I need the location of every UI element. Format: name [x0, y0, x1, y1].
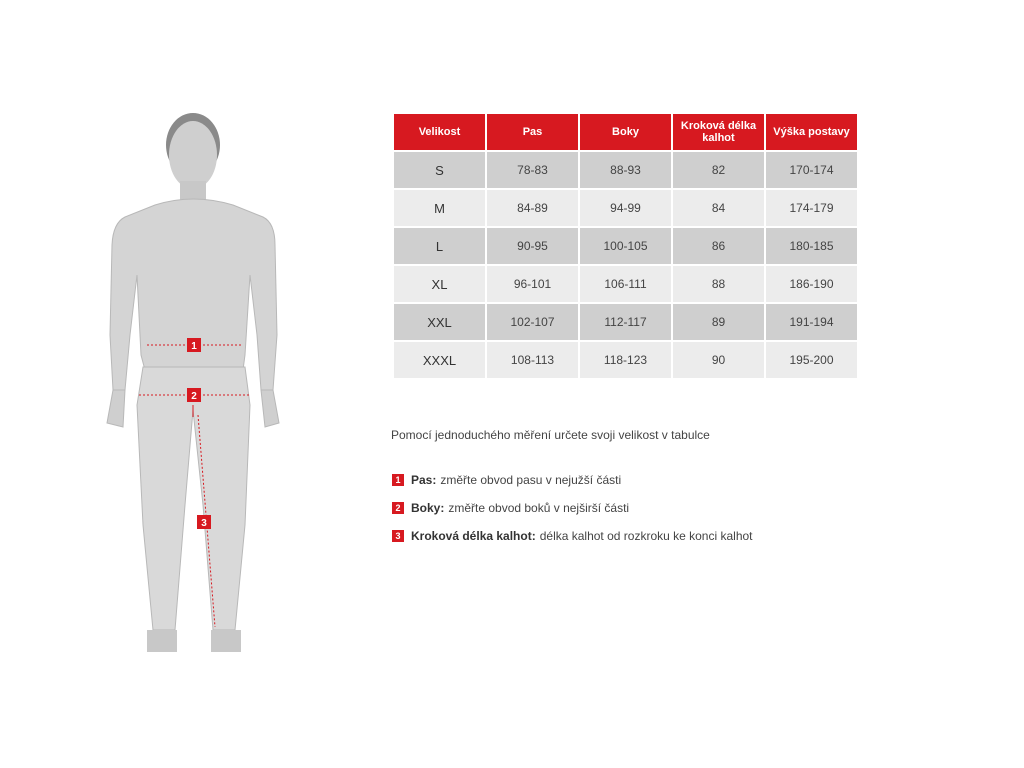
size-cell: XXXL: [394, 342, 485, 378]
marker-3: 3: [201, 518, 207, 529]
hips-cell: 112-117: [580, 304, 671, 340]
table-row: [394, 304, 857, 340]
table-header-row: [394, 114, 857, 150]
legend-text: změřte obvod boků v nejširší části: [448, 501, 630, 515]
hips-cell: 100-105: [580, 228, 671, 264]
legend-item-waist: [392, 473, 753, 487]
inseam-cell: 84: [673, 190, 764, 226]
hips-cell: 94-99: [580, 190, 671, 226]
waist-cell: 78-83: [487, 152, 578, 188]
legend-item-inseam: [392, 529, 753, 543]
header-boky: Boky: [580, 114, 671, 150]
size-cell: S: [394, 152, 485, 188]
size-cell: L: [394, 228, 485, 264]
hips-cell: 88-93: [580, 152, 671, 188]
table-row: [394, 342, 857, 378]
size-table: [392, 112, 859, 380]
height-cell: 180-185: [766, 228, 857, 264]
inseam-cell: 89: [673, 304, 764, 340]
measurement-legend: [392, 473, 753, 557]
body-measurement-figure: [95, 105, 295, 665]
number-badge: 1: [392, 474, 404, 486]
waist-cell: 102-107: [487, 304, 578, 340]
waist-cell: 108-113: [487, 342, 578, 378]
legend-item-hips: [392, 501, 753, 515]
waist-cell: 90-95: [487, 228, 578, 264]
table-row: [394, 152, 857, 188]
number-badge: 3: [392, 530, 404, 542]
header-velikost: Velikost: [394, 114, 485, 150]
legend-text: změřte obvod pasu v nejužší části: [440, 473, 622, 487]
inseam-cell: 90: [673, 342, 764, 378]
height-cell: 174-179: [766, 190, 857, 226]
size-cell: XXL: [394, 304, 485, 340]
legend-term: Boky:: [411, 501, 445, 515]
waist-cell: 84-89: [487, 190, 578, 226]
number-badge: 2: [392, 502, 404, 514]
marker-1: 1: [191, 341, 197, 352]
table-row: [394, 266, 857, 302]
person-silhouette: [95, 105, 295, 665]
legend-term: Pas:: [411, 473, 437, 487]
height-cell: 195-200: [766, 342, 857, 378]
header-pas: Pas: [487, 114, 578, 150]
inseam-cell: 88: [673, 266, 764, 302]
legend-term: Kroková délka kalhot:: [411, 529, 536, 543]
height-cell: 191-194: [766, 304, 857, 340]
table-row: [394, 228, 857, 264]
size-cell: XL: [394, 266, 485, 302]
size-cell: M: [394, 190, 485, 226]
table-row: [394, 190, 857, 226]
hips-cell: 106-111: [580, 266, 671, 302]
waist-cell: 96-101: [487, 266, 578, 302]
height-cell: 170-174: [766, 152, 857, 188]
legend-text: délka kalhot od rozkroku ke konci kalhot: [539, 529, 753, 543]
inseam-cell: 82: [673, 152, 764, 188]
header-vyska-postavy: Výška postavy: [766, 114, 857, 150]
header-krokova-delka: Kroková délka kalhot: [673, 114, 764, 150]
inseam-cell: 86: [673, 228, 764, 264]
instructions-text: Pomocí jednoduchého měření určete svoji velikost v tabulce: [391, 428, 710, 442]
marker-2: 2: [191, 391, 197, 402]
height-cell: 186-190: [766, 266, 857, 302]
hips-cell: 118-123: [580, 342, 671, 378]
